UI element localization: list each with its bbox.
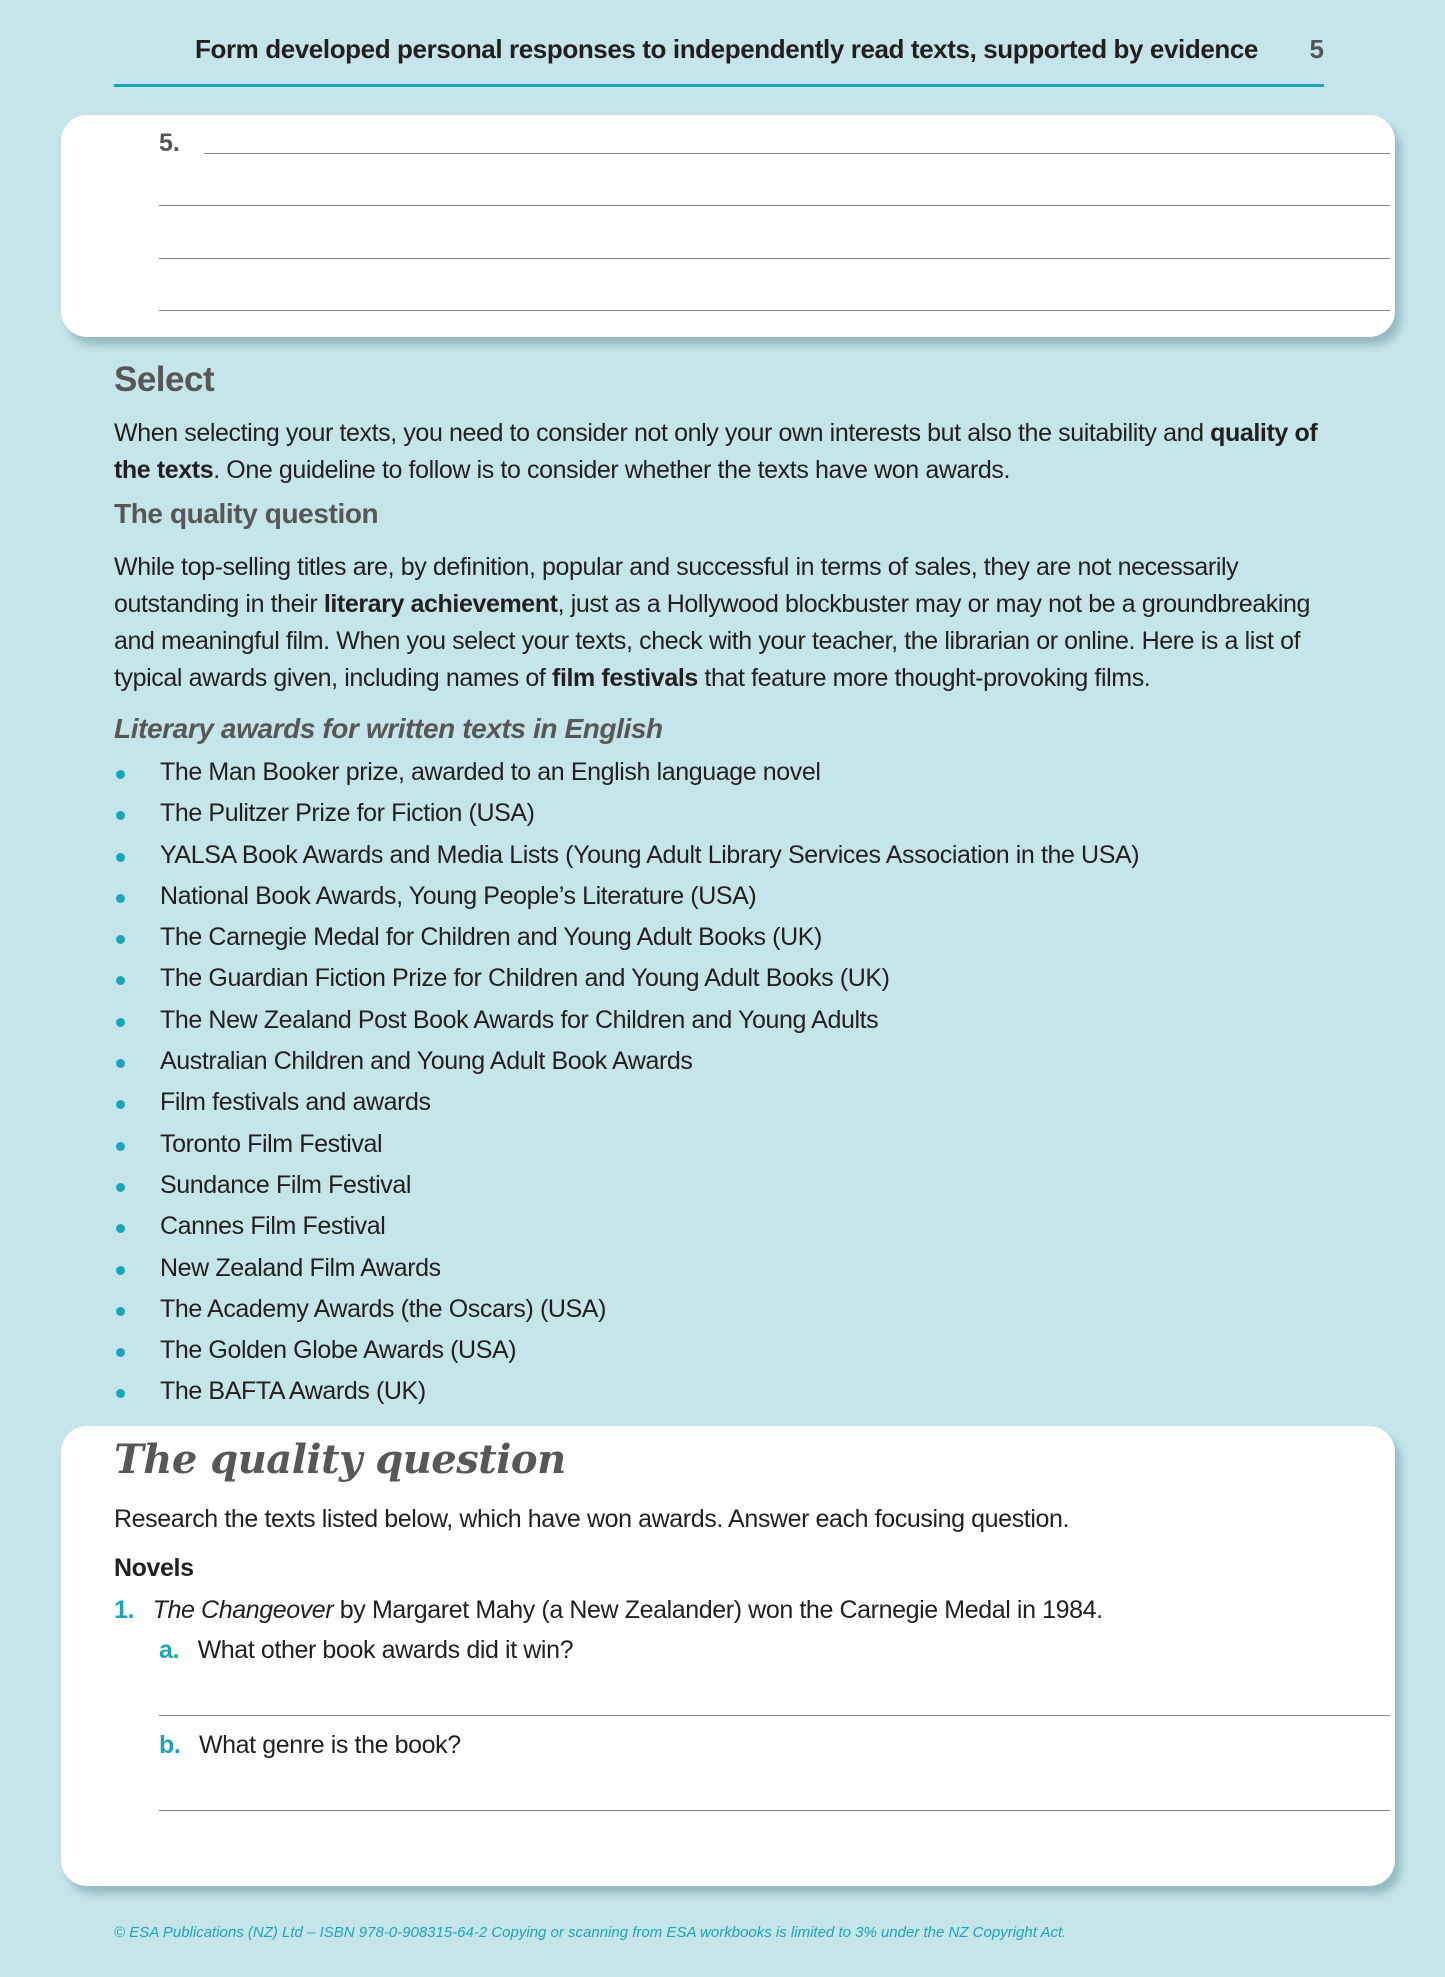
novels-heading: Novels: [114, 1554, 194, 1582]
answer-line[interactable]: [159, 1715, 1390, 1716]
bullet-icon: [116, 894, 125, 903]
bold-term: quality of the texts: [114, 419, 1318, 484]
bullet-icon: [116, 935, 125, 944]
list-item: Cannes Film Festival: [114, 1206, 1314, 1247]
answer-line[interactable]: [159, 205, 1390, 206]
bullet-icon: [116, 1389, 125, 1398]
list-item: The Carnegie Medal for Children and Young Adult Books (UK): [114, 917, 1314, 958]
activity-box-quality-question: [61, 1426, 1395, 1886]
list-item: The Pulitzer Prize for Fiction (USA): [114, 793, 1314, 834]
bullet-icon: [116, 1100, 125, 1109]
list-item: The Academy Awards (the Oscars) (USA): [114, 1289, 1314, 1330]
bold-term: film festivals: [552, 664, 698, 692]
subheading-quality-question: The quality question: [114, 498, 379, 529]
activity-title: The quality question: [114, 1436, 566, 1483]
question-number: 5.: [159, 129, 180, 157]
bullet-icon: [116, 770, 125, 779]
question-letter: b.: [159, 1731, 181, 1759]
bullet-icon: [116, 1018, 125, 1027]
question-1: 1. The Changeover by Margaret Mahy (a New Zealander) won the Carnegie Medal in 1984.: [114, 1596, 1103, 1624]
page-number: 5: [1309, 34, 1324, 64]
page-header: [114, 0, 1324, 87]
quality-paragraph: While top-selling titles are, by definition, popular and successful in terms of sales, they are not necessarily outstanding in their literary achievement, just as a Hollywood blockbuster may or may not be a groundbreaking and meaningful film. When you select your texts, check with your teacher, the librarian or online. Here is a list of typical awards given, including names of film festivals that feature more thought-provoking films.: [114, 553, 1311, 692]
list-item: The Golden Globe Awards (USA): [114, 1330, 1314, 1371]
bullet-icon: [116, 1059, 125, 1068]
answer-line[interactable]: [204, 153, 1390, 154]
list-item: New Zealand Film Awards: [114, 1248, 1314, 1289]
list-item: National Book Awards, Young People’s Literature (USA): [114, 876, 1314, 917]
section-title-select: Select: [114, 360, 215, 399]
activity-instruction: Research the texts listed below, which have won awards. Answer each focusing question.: [114, 1505, 1070, 1533]
question-1a: a. What other book awards did it win?: [159, 1636, 574, 1664]
bullet-icon: [116, 1224, 125, 1233]
bullet-icon: [116, 1307, 125, 1316]
bullet-icon: [116, 1266, 125, 1275]
bullet-icon: [116, 1183, 125, 1192]
page-title: Form developed personal responses to independently read texts, supported by evidence: [194, 34, 1258, 64]
list-item: The New Zealand Post Book Awards for Children and Young Adults: [114, 1000, 1314, 1041]
bullet-icon: [116, 811, 125, 820]
question-letter: a.: [159, 1636, 180, 1664]
list-item: The BAFTA Awards (UK): [114, 1371, 1314, 1412]
list-item: Sundance Film Festival: [114, 1165, 1314, 1206]
list-item: Toronto Film Festival: [114, 1124, 1314, 1165]
bold-term: literary achievement: [323, 590, 558, 618]
bullet-icon: [116, 1348, 125, 1357]
bullet-icon: [116, 853, 125, 862]
list-item: Film festivals and awards: [114, 1082, 1314, 1123]
book-title: The Changeover: [152, 1596, 334, 1624]
list-item: The Man Booker prize, awarded to an English language novel: [114, 752, 1314, 793]
question-number: 1.: [114, 1596, 135, 1624]
list-item: YALSA Book Awards and Media Lists (Young Adult Library Services Association in the USA): [114, 835, 1314, 876]
copyright-footer: © ESA Publications (NZ) Ltd – ISBN 978-0-908315-64-2 Copying or scanning from ESA workbooks is limited to 3% under the NZ Copyright Act.: [114, 1924, 1067, 1941]
list-item: Australian Children and Young Adult Book Awards: [114, 1041, 1314, 1082]
select-intro-paragraph: When selecting your texts, you need to consider not only your own interests but also the suitability and quality of the texts. One guideline to follow is to consider whether the texts have won awards.: [114, 419, 1318, 484]
answer-line[interactable]: [159, 1810, 1390, 1811]
list-item: The Guardian Fiction Prize for Children and Young Adult Books (UK): [114, 958, 1314, 999]
bullet-icon: [116, 976, 125, 985]
answer-line[interactable]: [159, 258, 1390, 259]
answer-line[interactable]: [159, 310, 1390, 311]
answer-box-question-5: [61, 115, 1395, 337]
question-1b: b. What genre is the book?: [159, 1731, 461, 1759]
awards-list: [114, 752, 1314, 1413]
bullet-icon: [116, 1142, 125, 1151]
subheading-literary-awards: Literary awards for written texts in English: [114, 713, 663, 744]
